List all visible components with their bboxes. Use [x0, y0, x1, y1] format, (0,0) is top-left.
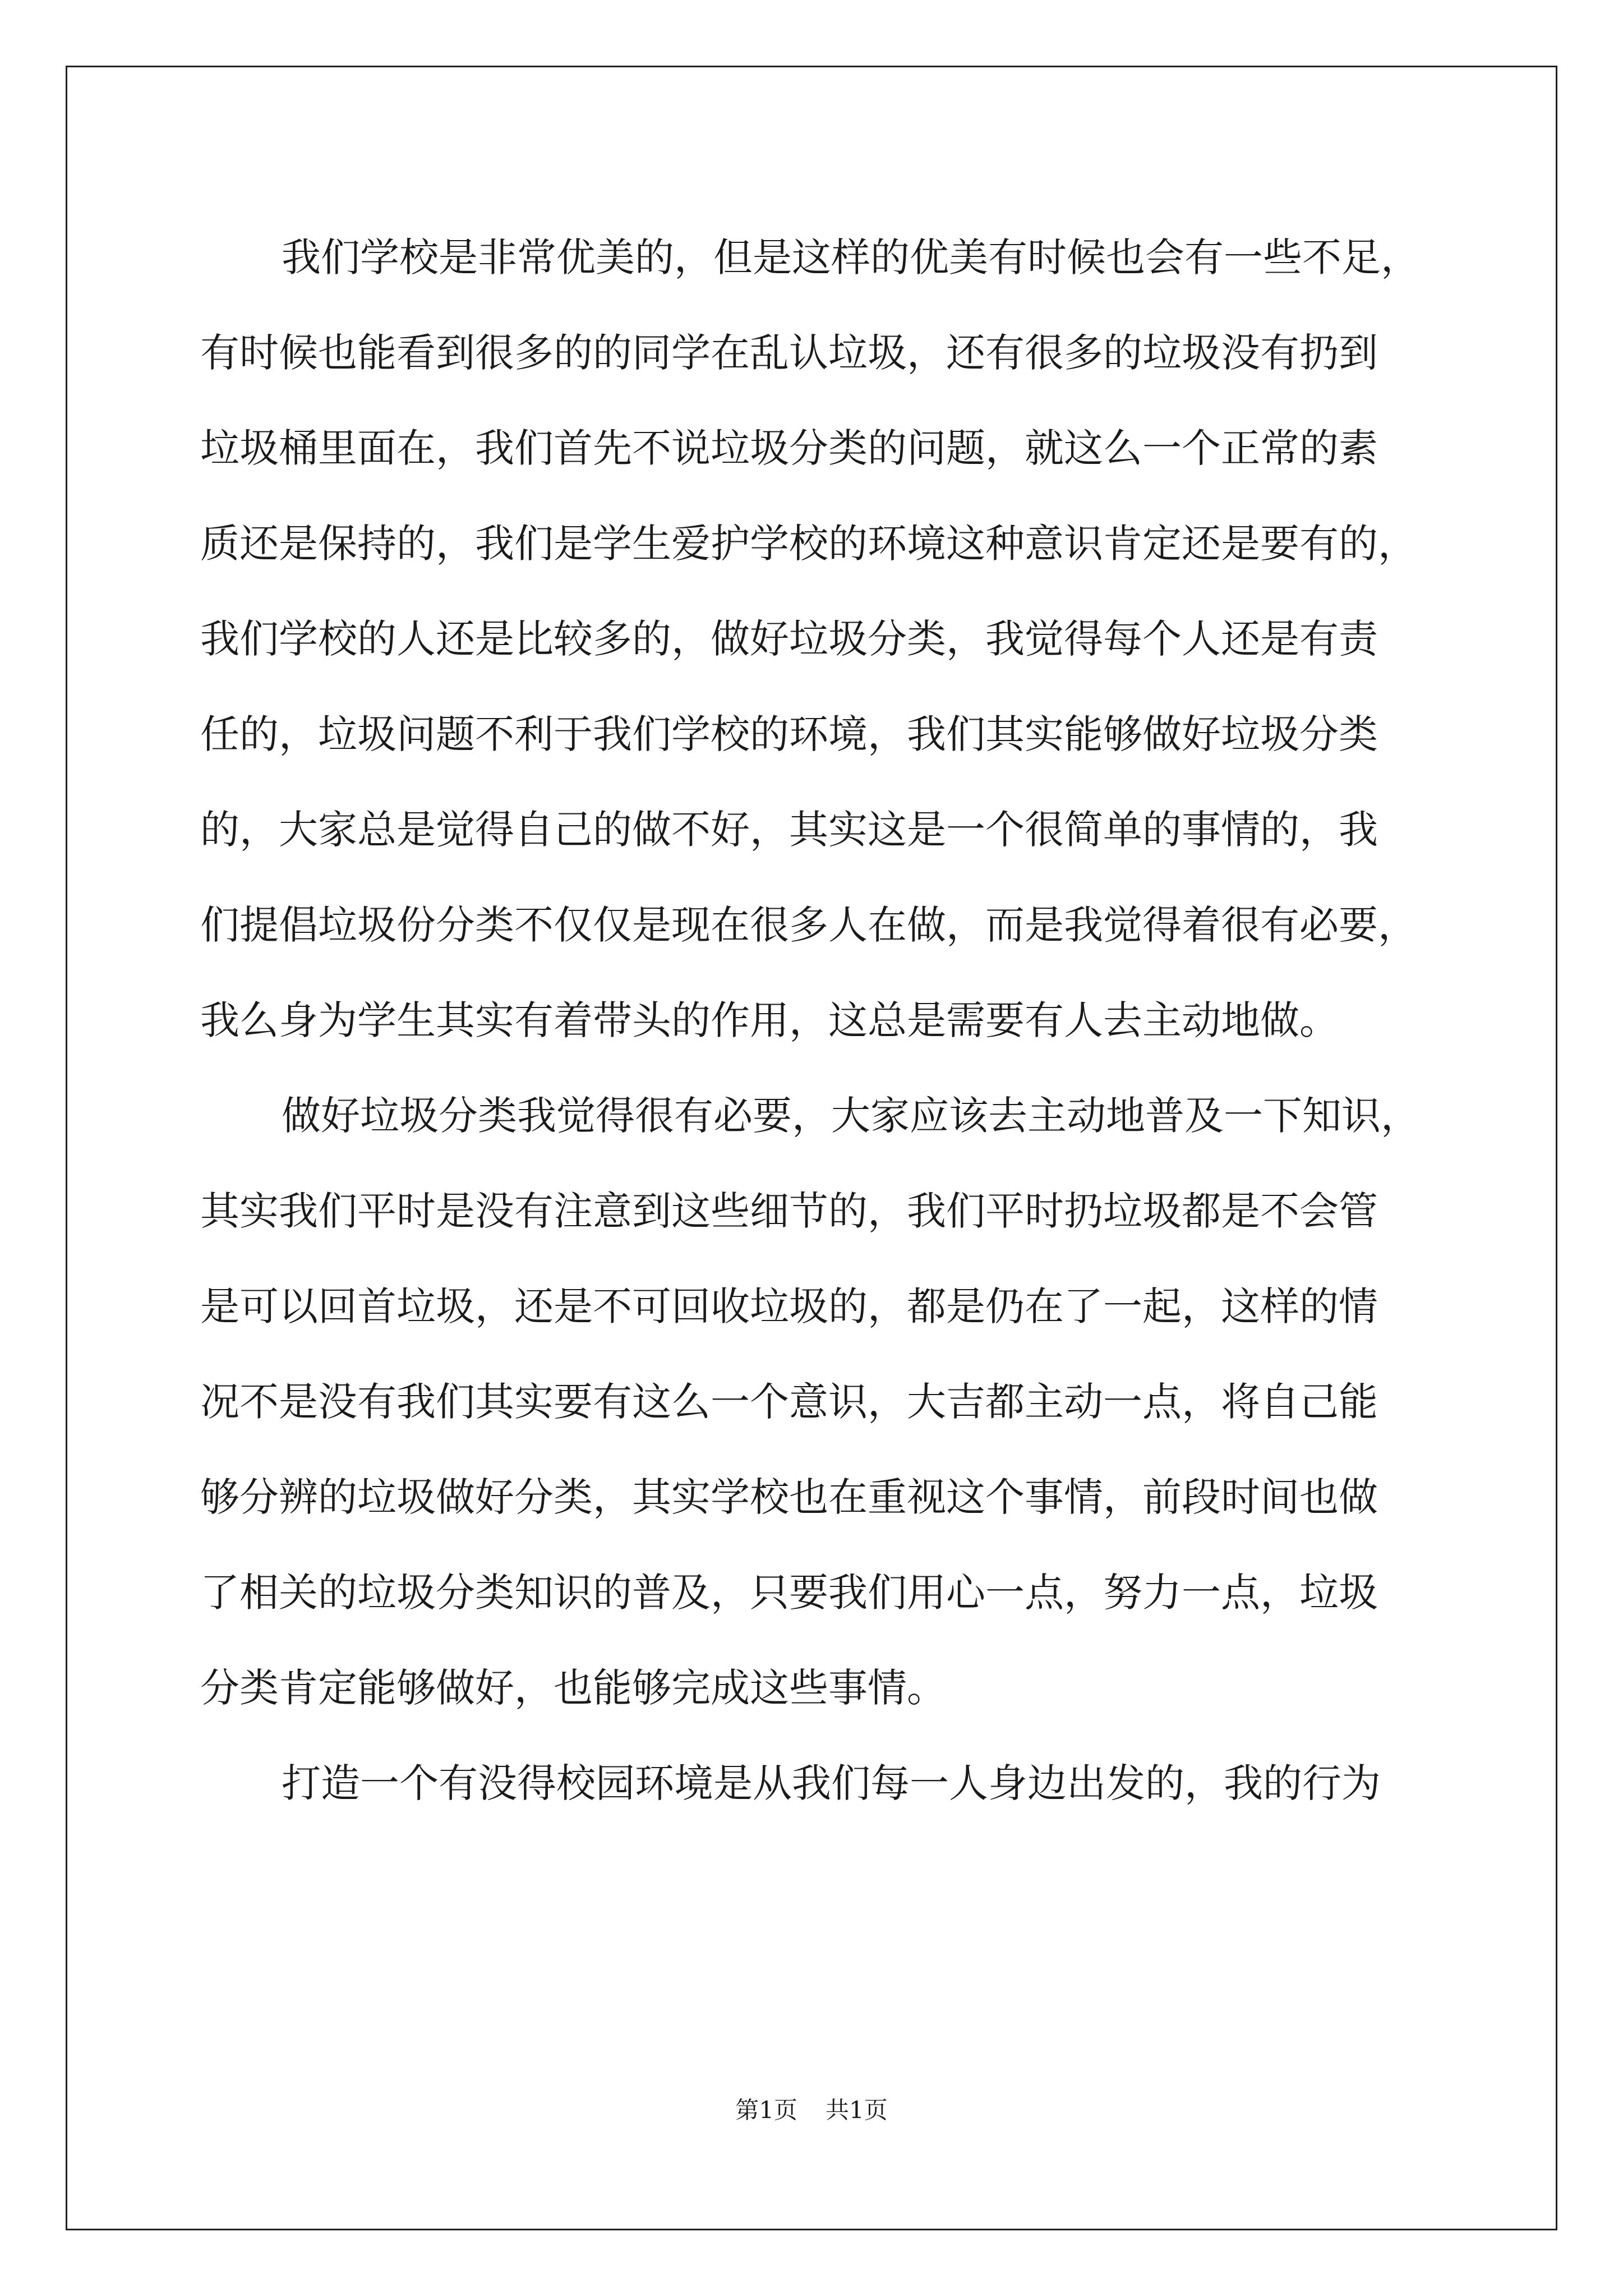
text-line: 做好垃圾分类我觉得很有必要，大家应该去主动地普及一下知识， — [282, 1093, 1420, 1139]
page-footer — [0, 2093, 1623, 2127]
text-line: 了相关的垃圾分类知识的普及，只要我们用心一点，努力一点，垃圾 — [200, 1570, 1378, 1616]
text-line: 够分辨的垃圾做好分类，其实学校也在重视这个事情，前段时间也做 — [200, 1474, 1378, 1520]
text-line: 我们学校的人还是比较多的，做好垃圾分类，我觉得每个人还是有责 — [200, 616, 1378, 662]
text-line: 其实我们平时是没有注意到这些细节的，我们平时扔垃圾都是不会管 — [200, 1188, 1378, 1234]
text-line: 况不是没有我们其实要有这么一个意识，大吉都主动一点，将自己能 — [200, 1379, 1378, 1425]
text-line: 们提倡垃圾份分类不仅仅是现在很多人在做，而是我觉得着很有必要， — [200, 902, 1417, 948]
document-body — [200, 210, 1434, 1831]
text-line: 分类肯定能够做好，也能够完成这些事情。 — [200, 1665, 946, 1711]
page-number: 第1页 — [735, 2096, 797, 2124]
text-line: 的，大家总是觉得自己的做不好，其实这是一个很简单的事情的，我 — [200, 807, 1378, 853]
text-line: 打造一个有没得校园环境是从我们每一人身边出发的，我的行为 — [282, 1760, 1381, 1806]
text-line: 有时候也能看到很多的的同学在乱认垃圾，还有很多的垃圾没有扔到 — [200, 330, 1378, 376]
text-line: 垃圾桶里面在，我们首先不说垃圾分类的问题，就这么一个正常的素 — [200, 425, 1378, 471]
text-line: 质还是保持的，我们是学生爱护学校的环境这种意识肯定还是要有的， — [200, 521, 1417, 567]
text-line: 我么身为学生其实有着带头的作用，这总是需要有人去主动地做。 — [200, 997, 1339, 1043]
text-line: 任的，垃圾问题不利于我们学校的环境，我们其实能够做好垃圾分类 — [200, 711, 1378, 757]
text-line: 我们学校是非常优美的，但是这样的优美有时候也会有一些不足， — [282, 234, 1420, 280]
total-pages: 共1页 — [826, 2096, 888, 2124]
text-line: 是可以回首垃圾，还是不可回收垃圾的，都是仍在了一起，这样的情 — [200, 1283, 1378, 1329]
